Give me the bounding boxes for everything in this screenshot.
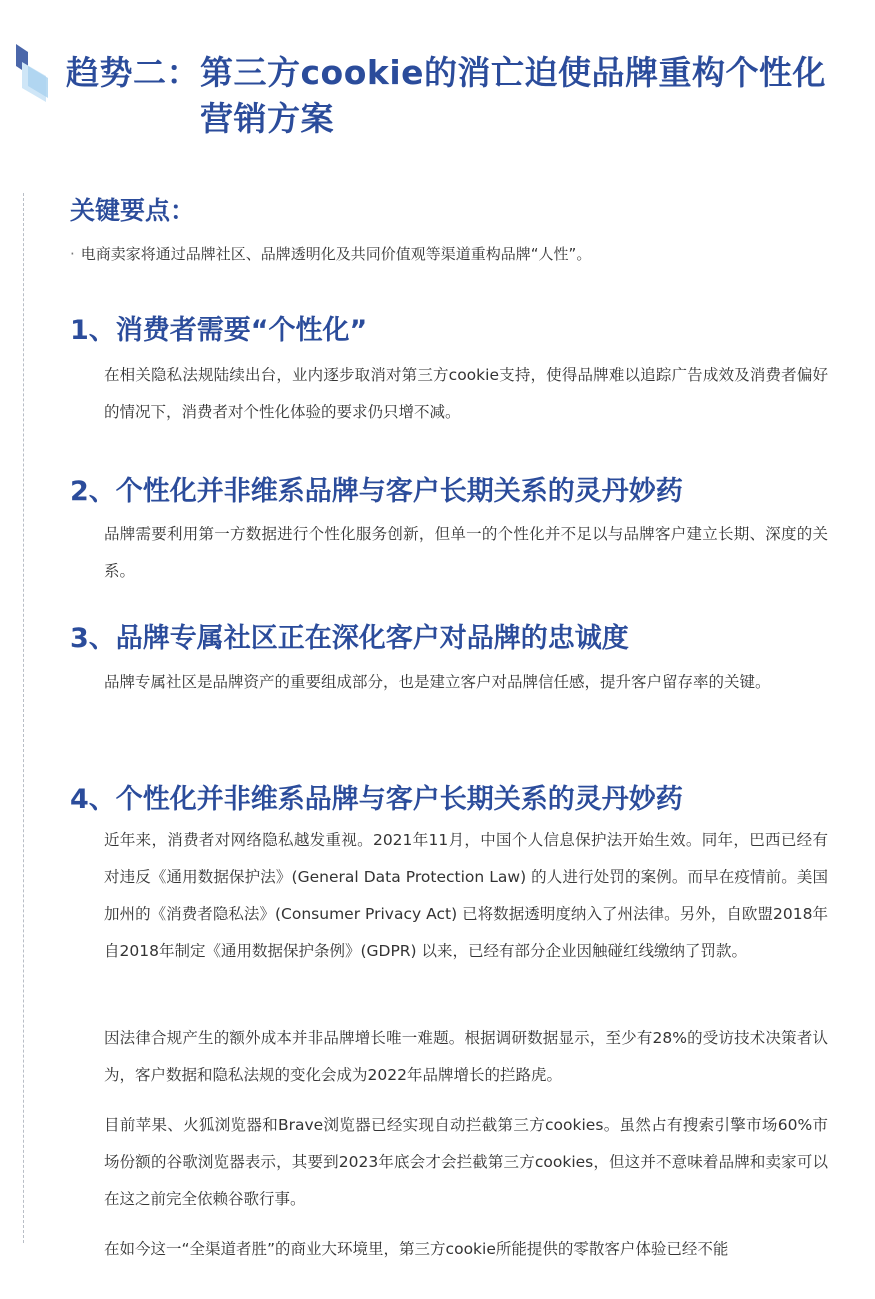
section-heading-1: 1、消费者需要“个性化” — [70, 315, 368, 346]
key-point-item — [70, 243, 591, 265]
page-title-prefix: 趋势二： — [66, 53, 200, 92]
section-4-paragraph-1: 近年来，消费者对网络隐私越发重视。2021年11月，中国个人信息保护法开始生效。同年，巴西已经有对违反《通用数据保护法》(General Data Protection Law) 的人进行处罚的案例。而早在疫情前。美国加州的《消费者隐私法》(Consumer Privacy Act) 已将数据透明度纳入了州法律。另外，自欧盟2018年自2018年制定《通用数据保护条例》(GDPR) 以来，已经有部分企业因触碰红线缴纳了罚款。 — [104, 831, 828, 960]
section-3-paragraph: 品牌专属社区是品牌资产的重要组成部分，也是建立客户对品牌信任感，提升客户留存率的关键。 — [104, 673, 771, 691]
section-heading-3: 3、品牌专属社区正在深化客户对品牌的忠诚度 — [70, 623, 629, 654]
key-point-text: 电商卖家将通过品牌社区、品牌透明化及共同价值观等渠道重构品牌“人性”。 — [80, 245, 592, 263]
section-2-paragraph: 品牌需要利用第一方数据进行个性化服务创新，但单一的个性化并不足以与品牌客户建立长期、深度的关系。 — [104, 525, 828, 580]
bullet-dot-icon: · — [70, 245, 75, 263]
section-heading-4: 4、个性化并非维系品牌与客户长期关系的灵丹妙药 — [70, 784, 683, 815]
margin-dashed-divider — [23, 193, 24, 1243]
corner-logo-icon — [14, 40, 54, 104]
page-title-text: 第三方cookie的消亡迫使品牌重构个性化营销方案 — [200, 53, 827, 138]
section-1-paragraph: 在相关隐私法规陆续出台，业内逐步取消对第三方cookie支持，使得品牌难以追踪广告成效及消费者偏好的情况下，消费者对个性化体验的要求仍只增不减。 — [104, 366, 828, 421]
section-heading-2: 2、个性化并非维系品牌与客户长期关系的灵丹妙药 — [70, 476, 683, 507]
page-title — [66, 50, 846, 142]
key-points-title: 关键要点： — [70, 196, 196, 225]
section-4-paragraph-3: 目前苹果、火狐浏览器和Brave浏览器已经实现自动拦截第三方cookies。虽然占有搜索引擎市场60%市场份额的谷歌浏览器表示，其要到2023年底会才会拦截第三方cookies，但这并不意味着品牌和卖家可以在这之前完全依赖谷歌行事。 — [104, 1116, 828, 1208]
section-4-paragraph-4: 在如今这一“全渠道者胜”的商业大环境里，第三方cookie所能提供的零散客户体验已经不能 — [104, 1240, 729, 1258]
section-4-paragraph-2: 因法律合规产生的额外成本并非品牌增长唯一难题。根据调研数据显示，至少有28%的受访技术决策者认为，客户数据和隐私法规的变化会成为2022年品牌增长的拦路虎。 — [104, 1029, 828, 1084]
